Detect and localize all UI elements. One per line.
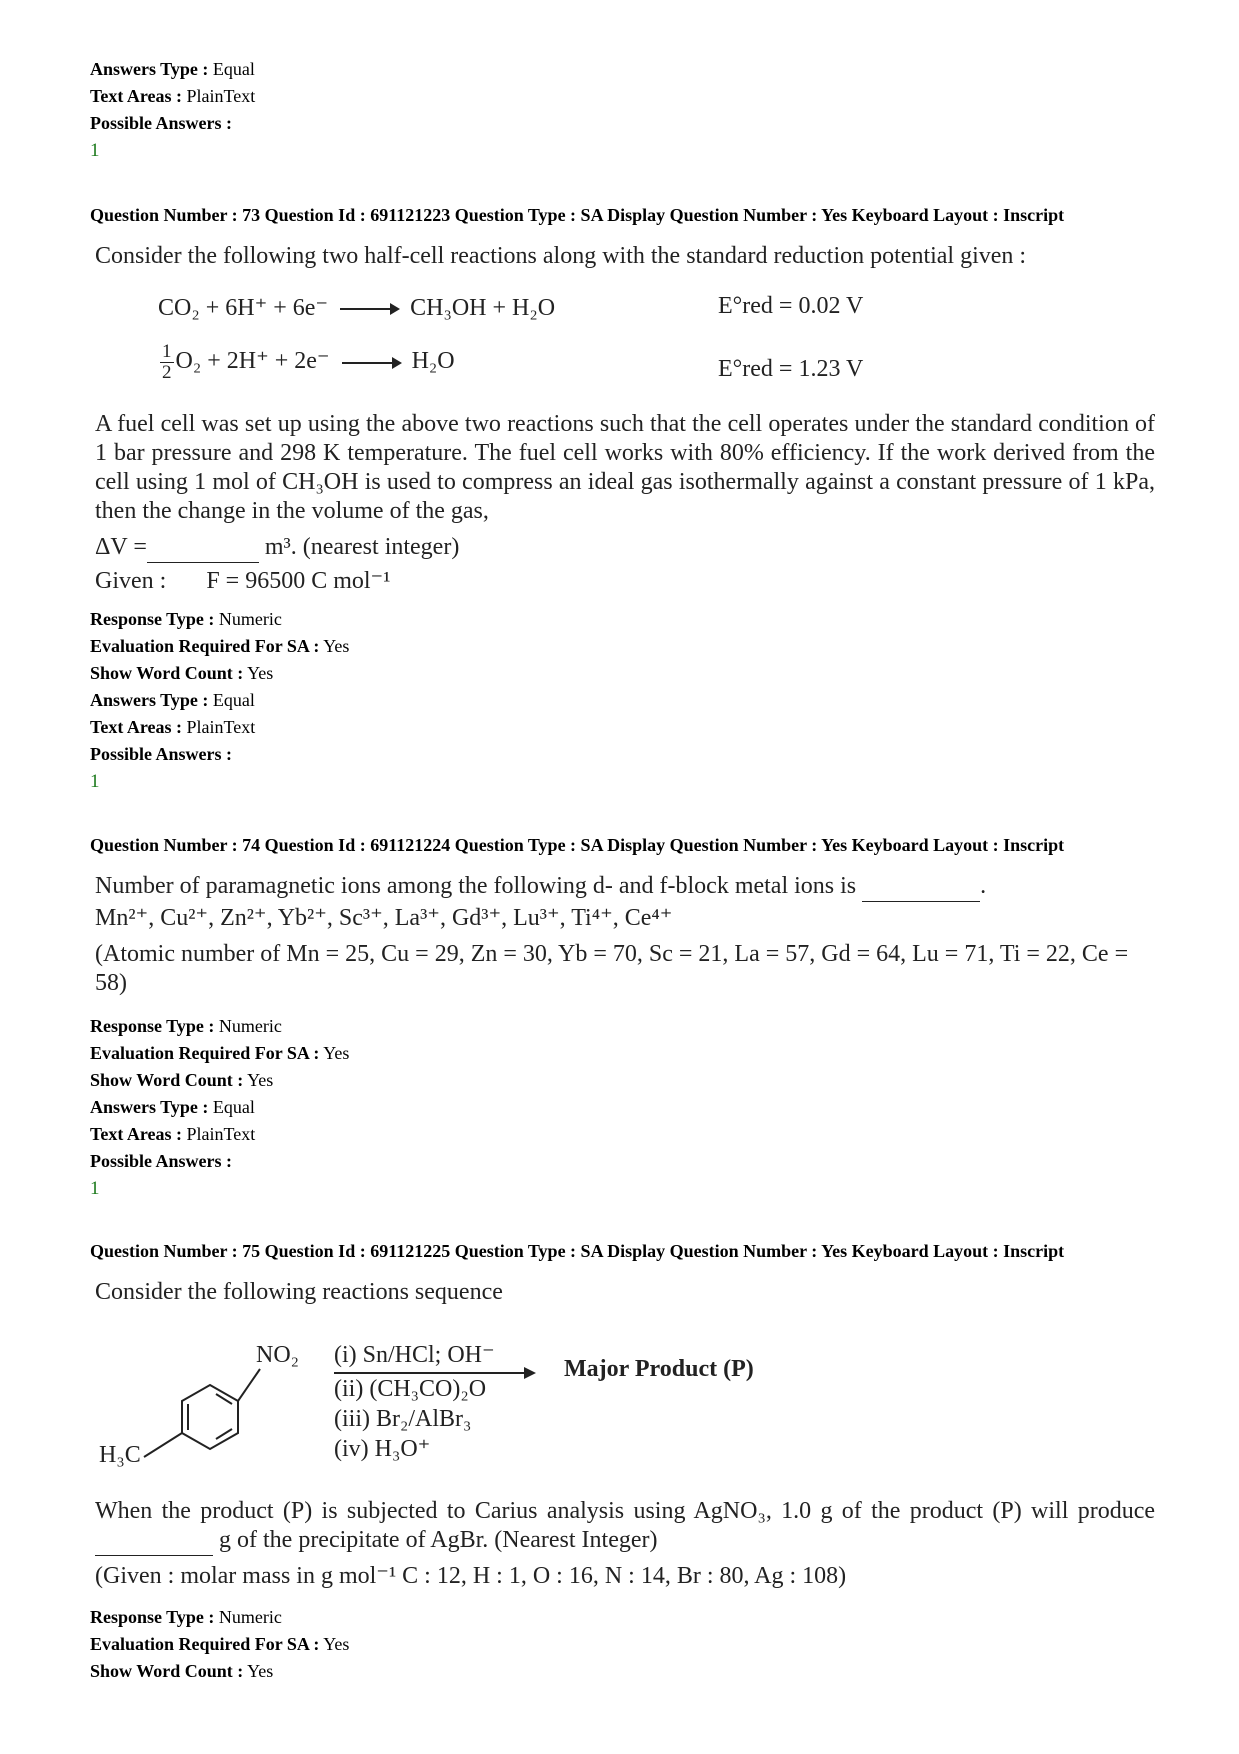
- reaction-arrow: [340, 308, 398, 310]
- reaction-arrow: [342, 362, 400, 364]
- q74-atomic-numbers: (Atomic number of Mn = 25, Cu = 29, Zn = 30, Yb = 70, Sc = 21, La = 57, Gd = 64, Lu = 71, Ti = 22, Ce = 58): [95, 941, 1129, 996]
- evaluation-required-value: Yes: [323, 1634, 350, 1654]
- q74-line1: Number of paramagnetic ions among the following d- and f-block metal ions is .: [95, 872, 986, 902]
- reagent-3: (iii) Br₂/AlBr₃: [334, 1406, 472, 1432]
- text-areas-value: PlainText: [186, 86, 256, 106]
- q73-meta: Response Type : Numeric Evaluation Required For SA : Yes Show Word Count : Yes Answers Type : Equal Text Areas : PlainText Possible Answers : 1: [90, 606, 349, 795]
- possible-answer: 1: [90, 1178, 100, 1199]
- answers-type-value: Equal: [212, 59, 255, 79]
- q73-reaction-1-potential: E°red = 0.02 V: [718, 293, 864, 319]
- q74-meta: Response Type : Numeric Evaluation Required For SA : Yes Show Word Count : Yes Answers Type : Equal Text Areas : PlainText Possible Answers : 1: [90, 1013, 349, 1202]
- q74-ions: Mn²⁺, Cu²⁺, Zn²⁺, Yb²⁺, Sc³⁺, La³⁺, Gd³⁺, Lu³⁺, Ti⁴⁺, Ce⁴⁺: [95, 905, 673, 931]
- methyl-group-label: H₃C: [99, 1442, 141, 1468]
- evaluation-required-value: Yes: [323, 1043, 350, 1063]
- response-type-value: Numeric: [218, 609, 282, 629]
- text-areas-value: PlainText: [186, 1124, 256, 1144]
- reaction-2-reactants: O₂ + 2H⁺ + 2e⁻: [175, 348, 330, 375]
- major-product-label: Major Product (P): [564, 1356, 754, 1382]
- possible-answers-label: Possible Answers :: [90, 113, 233, 133]
- q73-given: [95, 567, 390, 596]
- response-type-value: Numeric: [218, 1016, 282, 1036]
- answer-blank: [95, 1526, 213, 1556]
- show-word-count-value: Yes: [247, 1661, 274, 1681]
- half-fraction: $\frac{1}{2}$: [162, 341, 172, 383]
- response-type-value: Numeric: [218, 1607, 282, 1627]
- delta-v-label: ΔV =: [95, 534, 147, 560]
- q73-reaction-1: [158, 293, 555, 322]
- q75-header: Question Number : 75 Question Id : 691121225 Question Type : SA Display Question Number : Yes Keyboard Layout : Inscript: [90, 1241, 1065, 1261]
- delta-v-unit: m³. (nearest integer): [264, 534, 460, 560]
- reagent-4: (iv) H₃O⁺: [334, 1436, 431, 1462]
- show-word-count-value: Yes: [247, 663, 274, 683]
- q73-answer-line: [95, 533, 459, 563]
- q75-body: When the product (P) is subjected to Carius analysis using AgNO₃, 1.0 g of the product (P) will produce g of the precipitate of AgBr. (Nearest Integer): [95, 1497, 1155, 1556]
- q75-intro: Consider the following reactions sequence: [95, 1279, 503, 1305]
- reagent-2: (ii) (CH₃CO)₂O: [334, 1376, 487, 1402]
- text-areas-value: PlainText: [186, 717, 256, 737]
- answers-type-label: Answers Type :: [90, 59, 209, 79]
- nitro-group-label: NO₂: [256, 1342, 300, 1368]
- q73-intro: Consider the following two half-cell reactions along with the standard reduction potential given :: [95, 243, 1027, 269]
- show-word-count-value: Yes: [247, 1070, 274, 1090]
- q72-meta: [90, 56, 255, 164]
- reagent-1: (i) Sn/HCl; OH⁻: [334, 1342, 495, 1368]
- given-value: F = 96500 C mol⁻¹: [206, 568, 391, 594]
- q73-header: Question Number : 73 Question Id : 691121223 Question Type : SA Display Question Number : Yes Keyboard Layout : Inscript: [90, 205, 1065, 225]
- q73-reaction-2-potential: E°red = 1.23 V: [718, 356, 864, 382]
- q73-reaction-2: [160, 342, 455, 383]
- reaction-1-products: CH₃OH + H₂O: [410, 295, 556, 321]
- reaction-2-products: H₂O: [411, 348, 455, 375]
- answers-type-value: Equal: [212, 1097, 255, 1117]
- reagent-arrow-head: [524, 1367, 536, 1379]
- q73-body: A fuel cell was set up using the above two reactions such that the cell operates under the standard condition of 1 bar pressure and 298 K temperature. The fuel cell works with 80% efficiency. If the work derived from the cell using 1 mol of CH₃OH is used to compress an ideal gas isothermally against a constant pressure of 1 kPa, then the change in the volume of the gas,: [95, 411, 1155, 524]
- answer-blank: [862, 872, 980, 902]
- possible-answer: 1: [90, 771, 100, 792]
- evaluation-required-value: Yes: [323, 636, 350, 656]
- possible-answer: 1: [90, 140, 100, 161]
- reaction-1-reactants: CO₂ + 6H⁺ + 6e⁻: [158, 295, 329, 321]
- answer-blank: [147, 533, 259, 563]
- text-areas-label: Text Areas :: [90, 86, 182, 106]
- given-label: Given :: [95, 568, 167, 594]
- answers-type-value: Equal: [212, 690, 255, 710]
- q75-meta: Response Type : Numeric Evaluation Required For SA : Yes Show Word Count : Yes: [90, 1607, 350, 1681]
- q74-header: Question Number : 74 Question Id : 691121224 Question Type : SA Display Question Number : Yes Keyboard Layout : Inscript: [90, 835, 1065, 855]
- q75-given: (Given : molar mass in g mol⁻¹ C : 12, H : 1, O : 16, N : 14, Br : 80, Ag : 108): [95, 1563, 847, 1589]
